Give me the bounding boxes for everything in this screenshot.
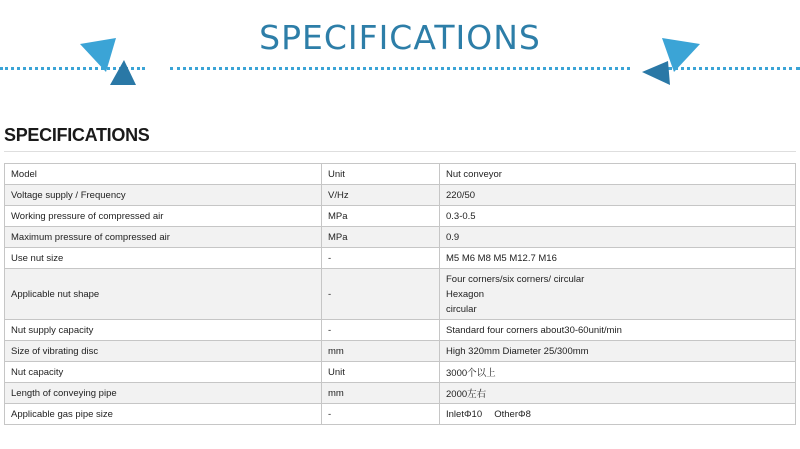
section-heading: SPECIFICATIONS	[4, 125, 150, 145]
cell-line: Four corners/six corners/ circular	[446, 273, 585, 285]
table-cell: Length of conveying pipe	[5, 383, 322, 404]
table-cell: -	[322, 320, 440, 341]
table-cell: Standard four corners about30-60unit/min	[440, 320, 796, 341]
specifications-table	[4, 163, 796, 425]
specifications-banner	[0, 0, 800, 95]
table-cell: Nut conveyor	[440, 164, 796, 185]
table-cell: InletΦ10 OtherΦ8	[440, 404, 796, 425]
table-cell: 2000左右	[440, 383, 796, 404]
table-cell: -	[322, 404, 440, 425]
table-cell: mm	[322, 341, 440, 362]
table-row	[5, 269, 796, 320]
table-cell: M5 M6 M8 M5 M12.7 M16	[440, 248, 796, 269]
dotted-divider-center	[170, 67, 630, 70]
table-row	[5, 383, 796, 404]
table-cell: V/Hz	[322, 185, 440, 206]
table-cell: Size of vibrating disc	[5, 341, 322, 362]
table-cell: Nut supply capacity	[5, 320, 322, 341]
table-cell: Voltage supply / Frequency	[5, 185, 322, 206]
table-row	[5, 248, 796, 269]
table-cell: 3000个以上	[440, 362, 796, 383]
table-row	[5, 227, 796, 248]
table-cell: mm	[322, 383, 440, 404]
table-row	[5, 320, 796, 341]
table-cell: Working pressure of compressed air	[5, 206, 322, 227]
table-cell: 0.9	[440, 227, 796, 248]
table-cell: MPa	[322, 206, 440, 227]
table-cell: 220/50	[440, 185, 796, 206]
heading-divider	[4, 151, 796, 152]
table-header-row	[5, 164, 796, 185]
table-cell: Nut capacity	[5, 362, 322, 383]
table-cell: Model	[5, 164, 322, 185]
table-cell: Unit	[322, 362, 440, 383]
banner-title: SPECIFICATIONS	[259, 18, 541, 57]
table-cell: -	[322, 248, 440, 269]
table-cell: Use nut size	[5, 248, 322, 269]
table-row	[5, 341, 796, 362]
table-cell: MPa	[322, 227, 440, 248]
table-cell: -	[322, 269, 440, 320]
table-row	[5, 362, 796, 383]
table-row	[5, 404, 796, 425]
cell-line: circular	[446, 303, 477, 315]
table-row	[5, 185, 796, 206]
cell-line: Hexagon	[446, 288, 485, 300]
table-cell: High 320mm Diameter 25/300mm	[440, 341, 796, 362]
table-cell: 0.3-0.5	[440, 206, 796, 227]
table-cell: Maximum pressure of compressed air	[5, 227, 322, 248]
table-cell: Applicable gas pipe size	[5, 404, 322, 425]
table-cell: Unit	[322, 164, 440, 185]
table-cell: Applicable nut shape	[5, 269, 322, 320]
table-cell-multiline	[440, 269, 796, 320]
table-row	[5, 206, 796, 227]
